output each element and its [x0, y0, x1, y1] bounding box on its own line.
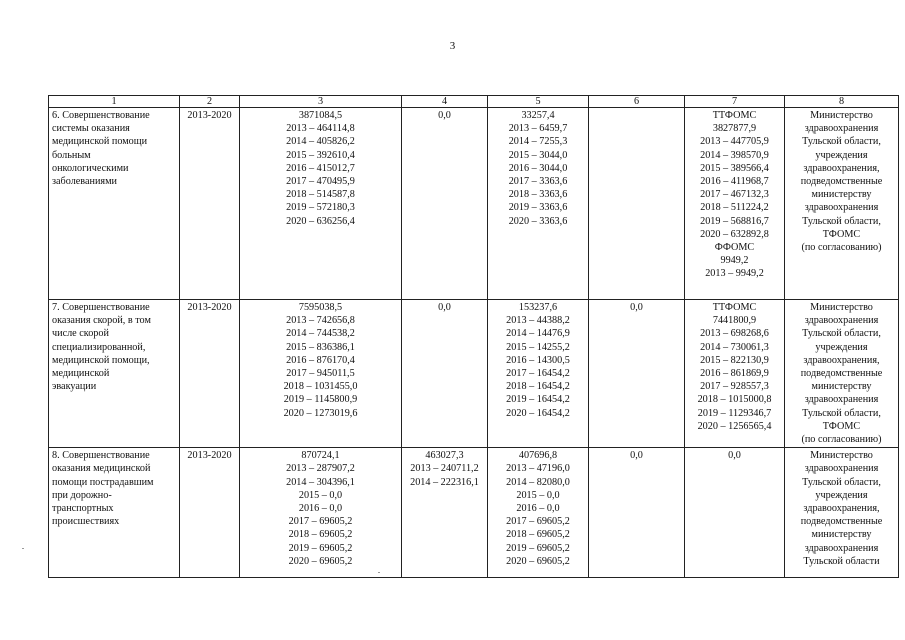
cell-line: 2013 – 9949,2 [705, 268, 764, 280]
cell-line: 2020 – 69605,2 [506, 555, 570, 567]
regional-budget-cell [488, 108, 589, 300]
cell-line: Тульской области [803, 555, 880, 567]
cell-line: 2014 – 405826,2 [286, 136, 355, 148]
cell-line: 2017 – 467132,3 [700, 189, 769, 201]
cell-line: 2020 – 1273019,6 [283, 407, 358, 419]
cell-line: транспортных [52, 503, 114, 515]
cell-line: 2019 – 572180,3 [286, 202, 355, 214]
period-cell: 2013-2020 [180, 300, 240, 448]
header-cell: 7 [685, 96, 785, 108]
cell-line: 2017 – 69605,2 [506, 516, 570, 528]
cell-line: 2019 – 69605,2 [288, 542, 353, 554]
cell-line: 2015 – 3044,0 [508, 149, 568, 161]
cell-line: 2013 – 698268,6 [700, 328, 769, 340]
cell-line: 2013 – 47196,0 [506, 463, 570, 475]
cell-line: 2014 – 304396,1 [286, 476, 355, 488]
cell-line: здравоохранения, [803, 503, 880, 515]
scan-speck [378, 572, 380, 573]
cell-line: 7595038,5 [298, 302, 343, 313]
cell-line: ФФОМС [714, 242, 755, 254]
cell-line: онкологическими [52, 162, 129, 174]
cell-line: 2020 – 636256,4 [286, 215, 355, 227]
cell-line: происшествиях [52, 516, 120, 528]
cell-line: 2020 – 69605,2 [288, 555, 353, 567]
cell-line: 2018 – 1015000,8 [697, 394, 772, 406]
extrabudgetary-cell [685, 108, 785, 300]
cell-line: при дорожно- [52, 489, 112, 501]
municipal-budget-cell [589, 448, 685, 578]
cell-line: оказания скорой, в том [52, 315, 151, 327]
cell-line: 2016 – 0,0 [298, 503, 343, 515]
responsible-executor-cell [785, 108, 899, 300]
cell-line: Тульской области, [802, 407, 881, 419]
cell-line: 2014 – 222316,1 [410, 476, 479, 488]
cell-line: 2015 – 0,0 [298, 489, 343, 501]
cell-line: 2015 – 389566,4 [700, 162, 769, 174]
header-cell: 3 [240, 96, 402, 108]
cell-line: здравоохранения, [803, 354, 880, 366]
cell-line: 2016 – 415012,7 [286, 162, 355, 174]
cell-line: 2015 – 836386,1 [286, 341, 355, 353]
cell-line: 3827877,9 [712, 123, 757, 135]
table-row [49, 448, 899, 578]
cell-line: 2013 – 6459,7 [508, 123, 568, 135]
cell-line: Министерство [810, 450, 873, 462]
total-funding-cell [240, 448, 402, 578]
cell-line: 2019 – 3363,6 [508, 202, 568, 214]
cell-line: 2020 – 632892,8 [700, 228, 769, 240]
cell-line: 2020 – 3363,6 [508, 215, 568, 227]
municipal-budget-cell [589, 300, 685, 448]
cell-line: 2016 – 0,0 [516, 503, 560, 515]
cell-line: ТТФОМС [712, 110, 757, 121]
cell-line: 2019 – 16454,2 [506, 394, 570, 406]
responsible-executor-cell [785, 448, 899, 578]
cell-line: 2015 – 392610,4 [286, 149, 355, 161]
cell-line: 2018 – 511224,2 [700, 202, 769, 214]
cell-line: 870724,1 [301, 450, 340, 462]
cell-line: подведомственные [800, 368, 883, 380]
activity-name-cell [49, 300, 180, 448]
cell-line: 2018 – 69605,2 [288, 529, 353, 541]
cell-line: специализированной, [52, 341, 146, 353]
cell-line: 2013 – 287907,2 [286, 463, 355, 475]
cell-line: 2016 – 411968,7 [700, 176, 769, 188]
cell-line: 2017 – 16454,2 [506, 368, 570, 380]
cell-line: учреждения [815, 489, 868, 501]
cell-line: здравоохранения [804, 463, 879, 475]
cell-line: 0,0 [630, 302, 643, 313]
cell-line: 9949,2 [720, 255, 749, 267]
extrabudgetary-cell [685, 448, 785, 578]
table-row [49, 108, 899, 300]
total-funding-cell [240, 300, 402, 448]
cell-line: 2014 – 744538,2 [286, 328, 355, 340]
cell-line: (по согласованию) [801, 242, 882, 254]
cell-line: подведомственные [800, 516, 883, 528]
extrabudgetary-cell [685, 300, 785, 448]
cell-line: учреждения [815, 149, 868, 161]
cell-line: 2014 – 82080,0 [506, 476, 570, 488]
period-cell: 2013-2020 [180, 448, 240, 578]
cell-line: 2013 – 240711,2 [410, 463, 479, 475]
cell-line: 2013 – 464114,8 [286, 123, 355, 135]
cell-line: Министерство [810, 302, 873, 313]
cell-line: 463027,3 [425, 450, 464, 462]
cell-line: числе скорой [52, 328, 109, 340]
cell-line: Тульской области, [802, 328, 881, 340]
cell-line: 2016 – 14300,5 [506, 354, 570, 366]
cell-line: 7. Совершенствование [52, 302, 150, 313]
cell-line: системы оказания [52, 123, 130, 135]
cell-line: 33257,4 [521, 110, 555, 121]
cell-line: здравоохранения [804, 394, 879, 406]
cell-line: Тульской области, [802, 136, 881, 148]
cell-line: 7441800,9 [712, 315, 757, 327]
cell-line: медицинской [52, 368, 110, 380]
cell-line: 2016 – 861869,9 [700, 368, 769, 380]
cell-line: 2017 – 3363,6 [508, 176, 568, 188]
cell-line: ТФОМС [822, 420, 861, 432]
scan-speck [22, 548, 24, 549]
cell-line: эвакуации [52, 381, 97, 393]
cell-line: 2014 – 14476,9 [506, 328, 570, 340]
cell-line: министерству [811, 381, 872, 393]
cell-line: помощи пострадавшим [52, 476, 154, 488]
cell-line: 153237,6 [518, 302, 558, 313]
cell-line: 0,0 [728, 450, 741, 462]
cell-line: здравоохранения [804, 123, 879, 135]
cell-line: учреждения [815, 341, 868, 353]
cell-line: 2013 – 44388,2 [506, 315, 570, 327]
cell-line: 2020 – 1256565,4 [697, 420, 772, 432]
cell-line: (по согласованию) [801, 434, 882, 446]
cell-line: здравоохранения [804, 542, 879, 554]
header-cell: 4 [402, 96, 488, 108]
header-row [49, 96, 899, 108]
cell-line: 2018 – 69605,2 [506, 529, 570, 541]
cell-line: оказания медицинской [52, 463, 151, 475]
cell-line: 2019 – 1129346,7 [697, 407, 772, 419]
cell-line: 3871084,5 [298, 110, 343, 121]
cell-line: 2013 – 742656,8 [286, 315, 355, 327]
cell-line: 2017 – 470495,9 [286, 176, 355, 188]
program-table [48, 95, 899, 578]
activity-name-cell [49, 448, 180, 578]
header-cell: 2 [180, 96, 240, 108]
cell-line: 2016 – 876170,4 [286, 354, 355, 366]
table-row [49, 300, 899, 448]
cell-line: подведомственные [800, 176, 883, 188]
period-cell: 2013-2020 [180, 108, 240, 300]
federal-budget-cell [402, 300, 488, 448]
cell-line: 0,0 [630, 450, 643, 462]
header-cell: 1 [49, 96, 180, 108]
federal-budget-cell [402, 108, 488, 300]
cell-line: 2019 – 69605,2 [506, 542, 570, 554]
cell-line: 2014 – 398570,9 [700, 149, 769, 161]
cell-line: 2020 – 16454,2 [506, 407, 570, 419]
cell-line: министерству [811, 189, 872, 201]
responsible-executor-cell [785, 300, 899, 448]
cell-line: медицинской помощи, [52, 354, 150, 366]
cell-line: здравоохранения [804, 315, 879, 327]
page-number: 3 [449, 40, 456, 52]
cell-line: 2014 – 7255,3 [508, 136, 568, 148]
cell-line: 2017 – 945011,5 [286, 368, 355, 380]
activity-name-cell [49, 108, 180, 300]
cell-line: 2018 – 1031455,0 [283, 381, 358, 393]
cell-line: здравоохранения, [803, 162, 880, 174]
cell-line: 2015 – 0,0 [516, 489, 560, 501]
cell-line: здравоохранения [804, 202, 879, 214]
cell-line: 2018 – 514587,8 [286, 189, 355, 201]
municipal-budget-cell [589, 108, 685, 300]
cell-line: ТТФОМС [712, 302, 757, 313]
cell-line: 0,0 [438, 110, 451, 121]
regional-budget-cell [488, 300, 589, 448]
cell-line: 2015 – 14255,2 [506, 341, 570, 353]
header-cell: 6 [589, 96, 685, 108]
cell-line: 407696,8 [518, 450, 558, 462]
cell-line: Тульской области, [802, 476, 881, 488]
cell-line: Министерство [810, 110, 873, 121]
cell-line: 6. Совершенствование [52, 110, 150, 121]
cell-line: 2014 – 730061,3 [700, 341, 769, 353]
cell-line: ТФОМС [822, 228, 861, 240]
cell-line: 2017 – 928557,3 [700, 381, 769, 393]
header-cell: 5 [488, 96, 589, 108]
cell-line: Тульской области, [802, 215, 881, 227]
cell-line: 2018 – 3363,6 [508, 189, 568, 201]
cell-line: больным [52, 149, 91, 161]
cell-line: 8. Совершенствование [52, 450, 150, 462]
cell-line: 2018 – 16454,2 [506, 381, 570, 393]
cell-line: заболеваниями [52, 176, 117, 188]
cell-line: 2016 – 3044,0 [508, 162, 568, 174]
cell-line: 2017 – 69605,2 [288, 516, 353, 528]
cell-line: 0,0 [438, 302, 451, 313]
federal-budget-cell [402, 448, 488, 578]
cell-line: медицинской помощи [52, 136, 148, 148]
cell-line: 2019 – 1145800,9 [283, 394, 358, 406]
cell-line: 2015 – 822130,9 [700, 354, 769, 366]
total-funding-cell [240, 108, 402, 300]
cell-line: 2019 – 568816,7 [700, 215, 769, 227]
regional-budget-cell [488, 448, 589, 578]
header-cell: 8 [785, 96, 899, 108]
cell-line: 2013 – 447705,9 [700, 136, 769, 148]
cell-line: министерству [811, 529, 872, 541]
